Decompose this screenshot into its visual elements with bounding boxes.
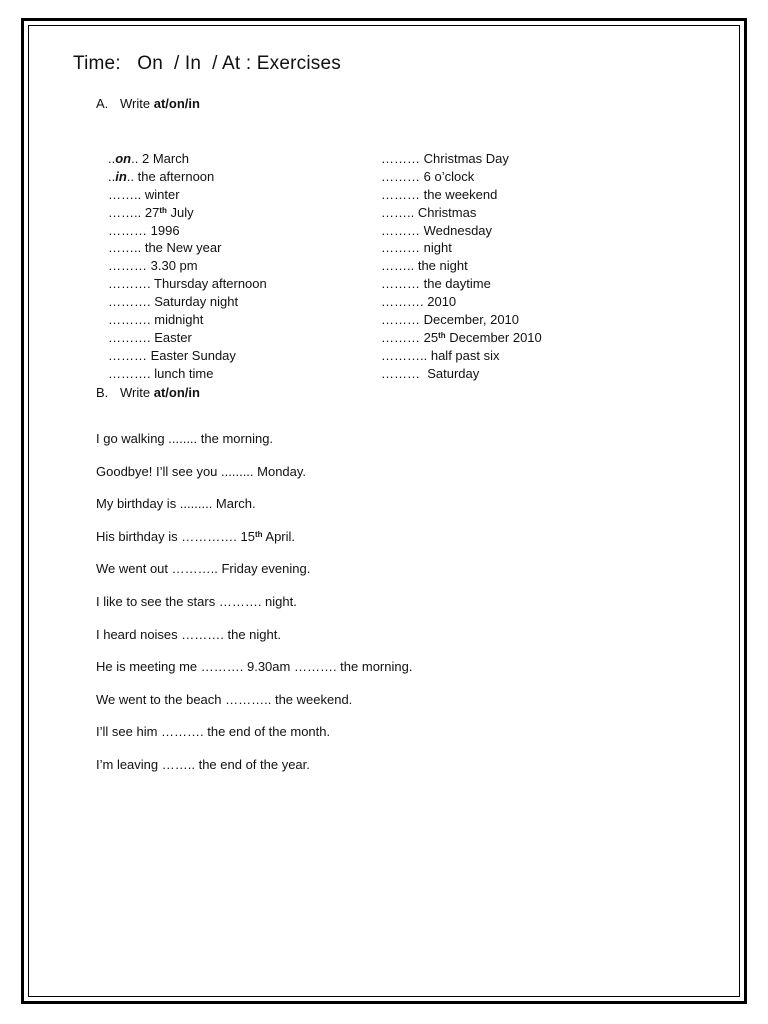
right-column-item bbox=[381, 222, 542, 240]
item-text: half past six bbox=[430, 347, 500, 363]
blank: …….. bbox=[108, 240, 145, 256]
item-text: Wednesday bbox=[423, 222, 493, 238]
right-column-item bbox=[381, 150, 542, 168]
blank: ………. bbox=[381, 294, 428, 310]
sentence-text: His birthday is …………. 15 bbox=[96, 528, 255, 544]
item-text: 1996 bbox=[150, 222, 180, 238]
section-b-letter: B. bbox=[96, 385, 109, 400]
sentence-text: We went out ……….. Friday evening. bbox=[96, 561, 311, 577]
right-column-item bbox=[381, 293, 542, 311]
sentence bbox=[96, 723, 412, 756]
left-column-item bbox=[108, 150, 267, 168]
blank: ……… bbox=[108, 222, 151, 238]
exercise-a-right-column bbox=[381, 150, 542, 383]
sentence-text: I go walking ........ the morning. bbox=[96, 431, 274, 446]
sentence bbox=[96, 528, 412, 561]
item-text-after: December 2010 bbox=[445, 329, 542, 345]
item-text: the daytime bbox=[423, 276, 491, 292]
item-text: Christmas bbox=[417, 204, 477, 220]
right-column-item bbox=[381, 329, 542, 347]
left-column-item bbox=[108, 347, 267, 365]
left-column-item bbox=[108, 311, 267, 329]
blank: ……… bbox=[381, 222, 424, 238]
blank: .. bbox=[108, 151, 116, 166]
section-b-heading bbox=[96, 385, 200, 400]
blank: ……… bbox=[381, 186, 424, 202]
sentence-text: I heard noises ………. the night. bbox=[96, 626, 281, 642]
left-column-item bbox=[108, 222, 267, 240]
ordinal-suffix: th bbox=[438, 330, 446, 340]
blank: ………. bbox=[108, 329, 155, 345]
left-column-item bbox=[108, 365, 267, 383]
right-column-item bbox=[381, 186, 542, 204]
blank: …….. bbox=[381, 258, 418, 274]
left-column-item bbox=[108, 239, 267, 257]
right-column-item bbox=[381, 239, 542, 257]
filled-answer: on bbox=[115, 151, 132, 166]
section-a-bold: at/on/in bbox=[153, 96, 200, 111]
item-text: 2 March bbox=[138, 151, 189, 166]
right-column-item bbox=[381, 257, 542, 275]
sentence bbox=[96, 463, 412, 496]
section-b-bold: at/on/in bbox=[153, 385, 200, 400]
blank: ………. bbox=[108, 294, 155, 310]
blank: ……… bbox=[381, 151, 424, 166]
right-column-item bbox=[381, 347, 542, 365]
item-text: the afternoon bbox=[134, 168, 215, 184]
blank: ……… bbox=[381, 240, 424, 256]
item-text: Easter bbox=[154, 329, 192, 345]
item-text: Thursday afternoon bbox=[154, 276, 267, 292]
sentence-text: Goodbye! I’ll see you ......... Monday. bbox=[96, 463, 307, 479]
sentence-text: We went to the beach ……….. the weekend. bbox=[96, 691, 353, 707]
sentence bbox=[96, 756, 412, 789]
item-text: the night bbox=[417, 258, 468, 274]
right-column-item bbox=[381, 275, 542, 293]
item-text: Saturday night bbox=[154, 294, 239, 310]
item-text: the New year bbox=[144, 240, 222, 256]
sentence bbox=[96, 691, 412, 724]
item-text: December, 2010 bbox=[423, 312, 520, 328]
blank: ……… bbox=[381, 329, 424, 345]
item-text: the weekend bbox=[423, 186, 498, 202]
blank: ……… bbox=[381, 168, 424, 184]
ordinal-suffix: th bbox=[254, 529, 263, 539]
blank: …….. bbox=[108, 204, 145, 220]
blank: ……… bbox=[381, 365, 428, 381]
sentence-text: I’ll see him ………. the end of the month. bbox=[96, 724, 331, 740]
left-column-item bbox=[108, 329, 267, 347]
blank: ……… bbox=[108, 258, 151, 274]
left-column-item bbox=[108, 168, 267, 186]
item-text: 6 o’clock bbox=[423, 168, 475, 184]
section-b-prefix: Write bbox=[120, 385, 154, 400]
sentence bbox=[96, 495, 412, 528]
blank: ………. bbox=[108, 365, 155, 381]
item-text: night bbox=[423, 240, 452, 256]
sentence bbox=[96, 658, 412, 691]
section-a-prefix: Write bbox=[120, 96, 154, 111]
blank: .. bbox=[108, 168, 116, 184]
item-text: 25 bbox=[423, 329, 439, 345]
sentence bbox=[96, 560, 412, 593]
blank: .. bbox=[131, 151, 139, 166]
blank: ……… bbox=[381, 276, 424, 292]
section-a-heading bbox=[96, 96, 200, 111]
left-column-item bbox=[108, 257, 267, 275]
item-text: winter bbox=[144, 186, 180, 202]
ordinal-suffix: th bbox=[159, 205, 167, 215]
page-title bbox=[73, 53, 341, 75]
left-column-item bbox=[108, 186, 267, 204]
right-column-item bbox=[381, 311, 542, 329]
exercise-a-left-column bbox=[108, 150, 267, 383]
title-part2: On / In / At : Exercises bbox=[137, 53, 341, 74]
filled-answer: in bbox=[115, 168, 127, 184]
item-text: 27 bbox=[144, 204, 160, 220]
blank: ………. bbox=[108, 276, 154, 292]
blank: …….. bbox=[108, 186, 145, 202]
item-text: 3.30 pm bbox=[150, 258, 198, 274]
item-text: 2010 bbox=[427, 294, 457, 310]
blank: ………. bbox=[108, 312, 155, 328]
item-text-after: July bbox=[166, 204, 194, 220]
item-text: lunch time bbox=[154, 365, 214, 381]
exercise-b-sentences bbox=[96, 430, 412, 789]
sentence-text: I’m leaving …….. the end of the year. bbox=[96, 756, 310, 772]
item-text: Saturday bbox=[427, 365, 480, 381]
left-column-item bbox=[108, 204, 267, 222]
left-column-item bbox=[108, 275, 267, 293]
sentence bbox=[96, 593, 412, 626]
right-column-item bbox=[381, 365, 542, 383]
blank: .. bbox=[126, 168, 135, 184]
sentence-text: I like to see the stars ………. night. bbox=[96, 593, 297, 609]
section-a-letter: A. bbox=[96, 96, 109, 111]
blank: ……… bbox=[108, 347, 151, 363]
blank: ……… bbox=[381, 312, 424, 328]
sentence-text-after: April. bbox=[262, 528, 296, 544]
title-part1: Time: bbox=[73, 53, 121, 74]
item-text: Christmas Day bbox=[423, 151, 509, 166]
item-text: Easter Sunday bbox=[150, 347, 236, 363]
blank: …….. bbox=[381, 204, 418, 220]
sentence-text: He is meeting me ………. 9.30am ………. the morning. bbox=[96, 659, 413, 675]
right-column-item bbox=[381, 204, 542, 222]
blank: ……….. bbox=[381, 347, 431, 363]
item-text: midnight bbox=[154, 312, 204, 328]
sentence bbox=[96, 626, 412, 659]
left-column-item bbox=[108, 293, 267, 311]
sentence bbox=[96, 430, 412, 463]
right-column-item bbox=[381, 168, 542, 186]
sentence-text: My birthday is ......... March. bbox=[96, 496, 256, 512]
